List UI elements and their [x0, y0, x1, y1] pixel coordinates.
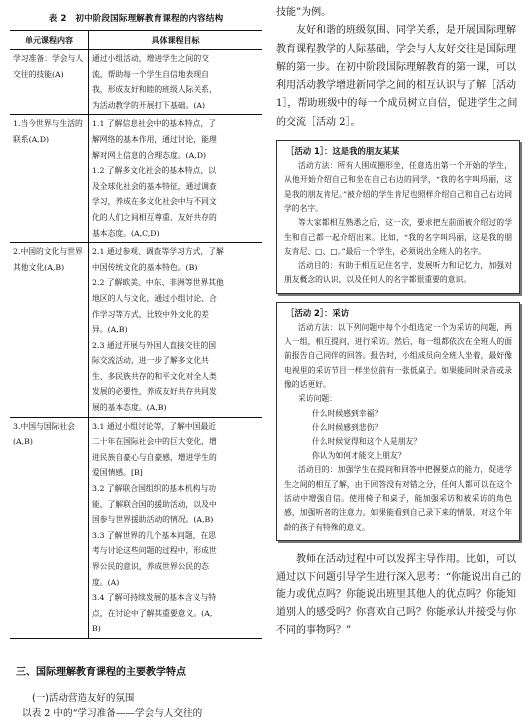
activity-1-title: ［活动 1］：这是我的朋友某某	[286, 146, 400, 157]
activity-2-title: ［活动 2］：采访	[286, 307, 350, 318]
left-bottom-paragraph: 以表 2 中的“学习准备——学会与人交往的	[22, 707, 203, 719]
table-title: 表 2 初中阶段国际理解教育课程的内容结构	[48, 14, 224, 24]
interview-question: 什么时候觉得和这个人是朋友？	[312, 436, 422, 446]
goals-cell	[89, 115, 263, 243]
unit-cell: 2.中国的文化与世界其他文化(A,B)	[10, 243, 89, 418]
table-row	[10, 243, 262, 418]
goals-text: 2.1 通过参观、调查等学习方式，了解 中国传统文化的基本特色。(B) 2.2 了解欧美、中东、非洲等世界其他 地区的人与文化，通过小组讨论、合 作学习等方式，比较中外文化的差 异。(A,B) 2.3 通过开展与外国人直接交往的国 际交流活动，进一步了解多文化共 生、多民族共存的和平文化对全人类 发展的必要性，养成友好共存共同发 展的基本态度。(A,B)	[92, 247, 224, 413]
table-header-unit: 单元课程内容	[10, 31, 89, 50]
goals-text: 通过小组活动，增进学生之间的交 流，帮助每一个学生自信地表现自 我，形成友好和睦的班级人际关系， 为活动教学的开展打下基础。(A)	[92, 54, 217, 110]
table-row	[10, 50, 262, 115]
goals-text: 1.1 了解信息社会中的基本特点，了 解网络的基本作用，通过讨论，能理 解对网上信息的合理态度。(A,D) 1.2 了解多文化社会的基本特点，以 及全球化社会的基本特征，通过调查 学习，养成在多文化社会中与不同文 化的人们之间相互尊重、友好共存的 基本态度。(A,C,D)	[92, 119, 217, 238]
unit-cell: 学习准备：学会与人交往的技能(A)	[10, 50, 89, 115]
activity-2-method: 活动方法：以下列问题中每个小组选定一个为采访的问题，两人一组，相互提问，进行采访。然后，每一组都依次在全班人的面前报告自己同伴的回答。报告时，小组成员向全班人坐着，最好像电视里的采访节目一样坐位前有一张低桌子。如果能同时录音或录像的话更好。	[284, 322, 512, 389]
subsection-title: (一)活动营造友好的氛围	[32, 692, 135, 704]
activity-1-step2: 等大家都相互熟悉之后，这一次，要求把左前面被介绍过的学生和自己都一起介绍出来。比如，“我的名字叫玛丽，这是我的朋友肯尼、□、□。”最后一个学生，必须说出全班人的名字。	[284, 218, 512, 256]
unit-cell: 1.当今世界与生活的联系(A,D)	[10, 115, 89, 243]
activity-2-box	[276, 302, 520, 541]
goals-cell	[89, 417, 263, 638]
right-top-text	[276, 4, 522, 132]
activity-1-box	[276, 140, 520, 294]
continuation-fragment: 技能”为例。	[276, 7, 332, 18]
activity-1-purpose: 活动目的：有助于相互记住名字，发展听力和记忆力，加强对朋友概念的认识，以及任何人的名字都很重要的意识。	[284, 261, 512, 285]
section-title: 三、国际理解教育课程的主要教学特点	[16, 666, 186, 678]
activity-2-questions-label: 采访问题：	[298, 394, 337, 404]
goals-cell	[89, 243, 263, 418]
right-bottom-paragraph: 教师在活动过程中可以发挥主导作用。比如，可以通过以下问题引导学生进行深入思考：“你能说出自己的能力或优点吗？你能说出班里其他人的优点吗？你能知道别人的感受吗？你喜欢自己吗？你能承认并接受与你不同的事物吗？”	[276, 553, 522, 637]
intro-paragraph: 友好和谐的班级氛围、同学关系，是开展国际理解教育课程教学的人际基础，学会与人友好交往是国际理解的第一步。在初中阶段国际理解教育的第一课，可以利用活动教学增进新同学之间的相互认识与了解［活动 1］，帮助班级中的每一个成员树立自信，促进学生之间的交流［活动 2］。	[276, 25, 518, 128]
left-column	[10, 6, 262, 721]
interview-question: 什么时候感到悲伤？	[312, 422, 383, 432]
content-structure-table	[10, 30, 262, 639]
table-header-goals: 具体课程目标	[89, 31, 263, 50]
unit-cell: 3.中国与国际社会(A,B)	[10, 417, 89, 638]
interview-question: 什么时候感到幸福？	[312, 408, 383, 418]
right-column	[276, 4, 522, 640]
activity-1-method: 活动方法：所有人围成圈形坐，任意选出第一个开始的学生，从他开始介绍自己和坐在自己右边的同学，“我的名字叫玛丽，这是我的朋友肯尼。”被介绍的学生肯尼也照样介绍自己和自己右边同学的名字。	[284, 161, 512, 213]
activity-2-purpose: 活动目的：加强学生在提问和回答中把握要点的能力，促进学生之间的相互了解，由于回答没有对错之分，任何人都可以在这个活动中增强自信。使用椅子和桌子，能加强采访和被采访的角色感，加强听者的注意力。如果能看到自己录下来的情景，对这个年龄的孩子有特殊的意义。	[284, 465, 512, 532]
table-row	[10, 115, 262, 243]
table-row	[10, 417, 262, 638]
goals-text: 3.1 通过小组讨论等，了解中国最近 二十年在国际社会中的巨大变化，增 进民族自豪心与自豪感，增进学生的 爱国情感。[B] 3.2 了解联合国组织的基本机构与功 能，了解联合国的援助活动，以及中 国参与世界援助活动的情况。(A,B) 3.3 了解世界的几个基本问题，在思 考与讨论这些问题的过程中，形成世 界公民的意识，养成世界公民的态 度。(A) 3.4 了解可持续发展的基本含义与特 点，在讨论中了解其重要意义。(A, B)	[92, 421, 217, 634]
goals-cell	[89, 50, 263, 115]
interview-question: 你认为如何才能交上朋友？	[312, 451, 406, 461]
